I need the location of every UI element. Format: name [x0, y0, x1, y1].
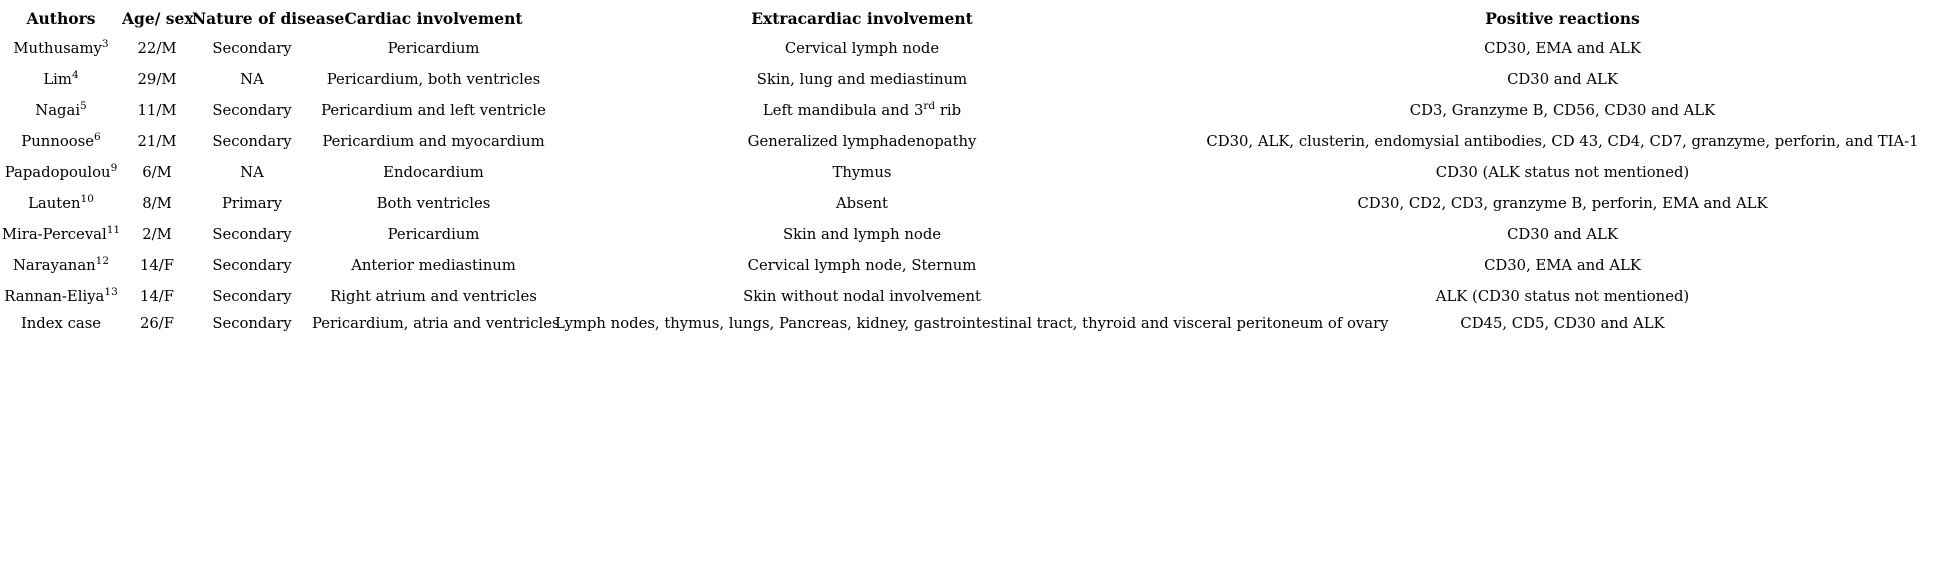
positive-reactions-cell: CD3, Granzyme B, CD56, CD30 and ALK: [1409, 102, 1716, 119]
author-name: Index case: [20, 315, 102, 332]
author-cell: [0, 33, 122, 64]
cardiac-cell: Pericardium, atria and ventricles: [312, 315, 560, 332]
header-nature: Nature of disease: [192, 9, 345, 28]
table-row: [0, 95, 1956, 126]
author-name: Muthusamy: [13, 40, 102, 57]
positive-reactions-cell: CD30, EMA and ALK: [1484, 40, 1641, 57]
cardiac-cell: Anterior mediastinum: [351, 257, 516, 274]
extracardiac-text-end: rib: [935, 102, 962, 119]
positive-reactions-cell: ALK (CD30 status not mentioned): [1435, 288, 1690, 305]
nature-cell: Secondary: [212, 133, 292, 150]
author-name: Lim: [43, 71, 72, 88]
author-cell: [0, 281, 122, 312]
reference-number: 5: [80, 100, 87, 113]
author-name: Nagai: [35, 102, 81, 119]
header-positive-reactions: Positive reactions: [1485, 9, 1640, 28]
table-row: [0, 250, 1956, 281]
table-row: [0, 281, 1956, 312]
cardiac-cell: Pericardium: [387, 40, 480, 57]
extracardiac-cell: Lymph nodes, thymus, lungs, Pancreas, kidney, gastrointestinal tract, thyroid and visceral peritoneum of ovary: [555, 315, 1389, 332]
extracardiac-text: Left mandibula and 3: [762, 102, 924, 119]
positive-reactions-cell: CD30, ALK, clusterin, endomysial antibodies, CD 43, CD4, CD7, granzyme, perforin, and TIA-1: [1206, 133, 1919, 150]
header-extracardiac: Extracardiac involvement: [751, 9, 973, 28]
extracardiac-cell: Skin, lung and mediastinum: [756, 71, 968, 88]
table-row: [0, 188, 1956, 219]
ordinal-suffix: rd: [923, 100, 936, 113]
case-comparison-table: [0, 5, 1956, 336]
cardiac-cell: Pericardium: [387, 226, 480, 243]
age-sex-cell: 22/M: [137, 40, 177, 57]
nature-cell: Primary: [221, 195, 283, 212]
extracardiac-cell: Skin and lymph node: [782, 226, 942, 243]
table-row: [0, 64, 1956, 95]
author-cell: [0, 95, 122, 126]
author-name: Punnoose: [21, 133, 95, 150]
cardiac-cell: Pericardium, both ventricles: [326, 71, 541, 88]
nature-cell: Secondary: [212, 226, 292, 243]
nature-cell: Secondary: [212, 102, 292, 119]
table-row: [0, 157, 1956, 188]
author-cell: [0, 312, 122, 336]
reference-number: 4: [71, 69, 79, 82]
author-name: Narayanan: [12, 257, 96, 274]
positive-reactions-cell: CD30 (ALK status not mentioned): [1435, 164, 1690, 181]
reference-number: 9: [110, 162, 118, 175]
extracardiac-cell: [555, 95, 1169, 126]
positive-reactions-cell: CD30 and ALK: [1507, 71, 1618, 88]
author-name: Mira-Perceval: [1, 226, 107, 243]
age-sex-cell: 14/F: [139, 288, 175, 305]
author-cell: [0, 250, 122, 281]
extracardiac-cell: Thymus: [832, 164, 892, 181]
age-sex-cell: 26/F: [139, 315, 175, 332]
author-cell: [0, 64, 122, 95]
positive-reactions-cell: CD30, EMA and ALK: [1484, 257, 1641, 274]
cardiac-cell: Endocardium: [383, 164, 484, 181]
nature-cell: NA: [240, 71, 264, 88]
age-sex-cell: 2/M: [142, 226, 172, 243]
author-cell: [0, 219, 122, 250]
header-authors: Authors: [26, 9, 96, 28]
age-sex-cell: 8/M: [142, 195, 172, 212]
cardiac-cell: Both ventricles: [376, 195, 491, 212]
table-row: [0, 219, 1956, 250]
header-cardiac: Cardiac involvement: [344, 9, 523, 28]
extracardiac-cell: Cervical lymph node, Sternum: [747, 257, 977, 274]
extracardiac-cell: Generalized lymphadenopathy: [747, 133, 977, 150]
age-sex-cell: 21/M: [137, 133, 177, 150]
positive-reactions-cell: CD30 and ALK: [1507, 226, 1618, 243]
table-row: [0, 312, 1956, 336]
table-header-row: [0, 5, 1956, 33]
author-name: Lauten: [28, 195, 81, 212]
header-age-sex: Age/ sex: [122, 9, 194, 28]
extracardiac-cell: Cervical lymph node: [784, 40, 940, 57]
author-name: Rannan-Eliya: [4, 288, 105, 305]
positive-reactions-cell: CD45, CD5, CD30 and ALK: [1460, 315, 1665, 332]
age-sex-cell: 14/F: [139, 257, 175, 274]
table-row: [0, 126, 1956, 157]
author-cell: [0, 157, 122, 188]
cardiac-cell: Pericardium and myocardium: [322, 133, 545, 150]
nature-cell: NA: [240, 164, 264, 181]
table-row: [0, 33, 1956, 64]
nature-cell: Secondary: [212, 257, 292, 274]
reference-number: 3: [101, 38, 109, 51]
author-cell: [0, 126, 122, 157]
reference-number: 10: [80, 193, 94, 206]
reference-number: 13: [104, 286, 118, 299]
reference-number: 11: [106, 224, 121, 237]
cardiac-cell: Pericardium and left ventricle: [321, 102, 546, 119]
author-cell: [0, 188, 122, 219]
reference-number: 6: [94, 131, 101, 144]
extracardiac-cell: Skin without nodal involvement: [743, 288, 981, 305]
author-name: Papadopoulou: [4, 164, 111, 181]
positive-reactions-cell: CD30, CD2, CD3, granzyme B, perforin, EMA and ALK: [1357, 195, 1768, 212]
nature-cell: Secondary: [212, 315, 292, 332]
nature-cell: Secondary: [212, 40, 292, 57]
age-sex-cell: 29/M: [137, 71, 177, 88]
age-sex-cell: 6/M: [142, 164, 172, 181]
age-sex-cell: 11/M: [137, 102, 177, 119]
reference-number: 12: [95, 255, 110, 268]
nature-cell: Secondary: [212, 288, 292, 305]
extracardiac-cell: Absent: [836, 195, 888, 212]
cardiac-cell: Right atrium and ventricles: [330, 288, 537, 305]
